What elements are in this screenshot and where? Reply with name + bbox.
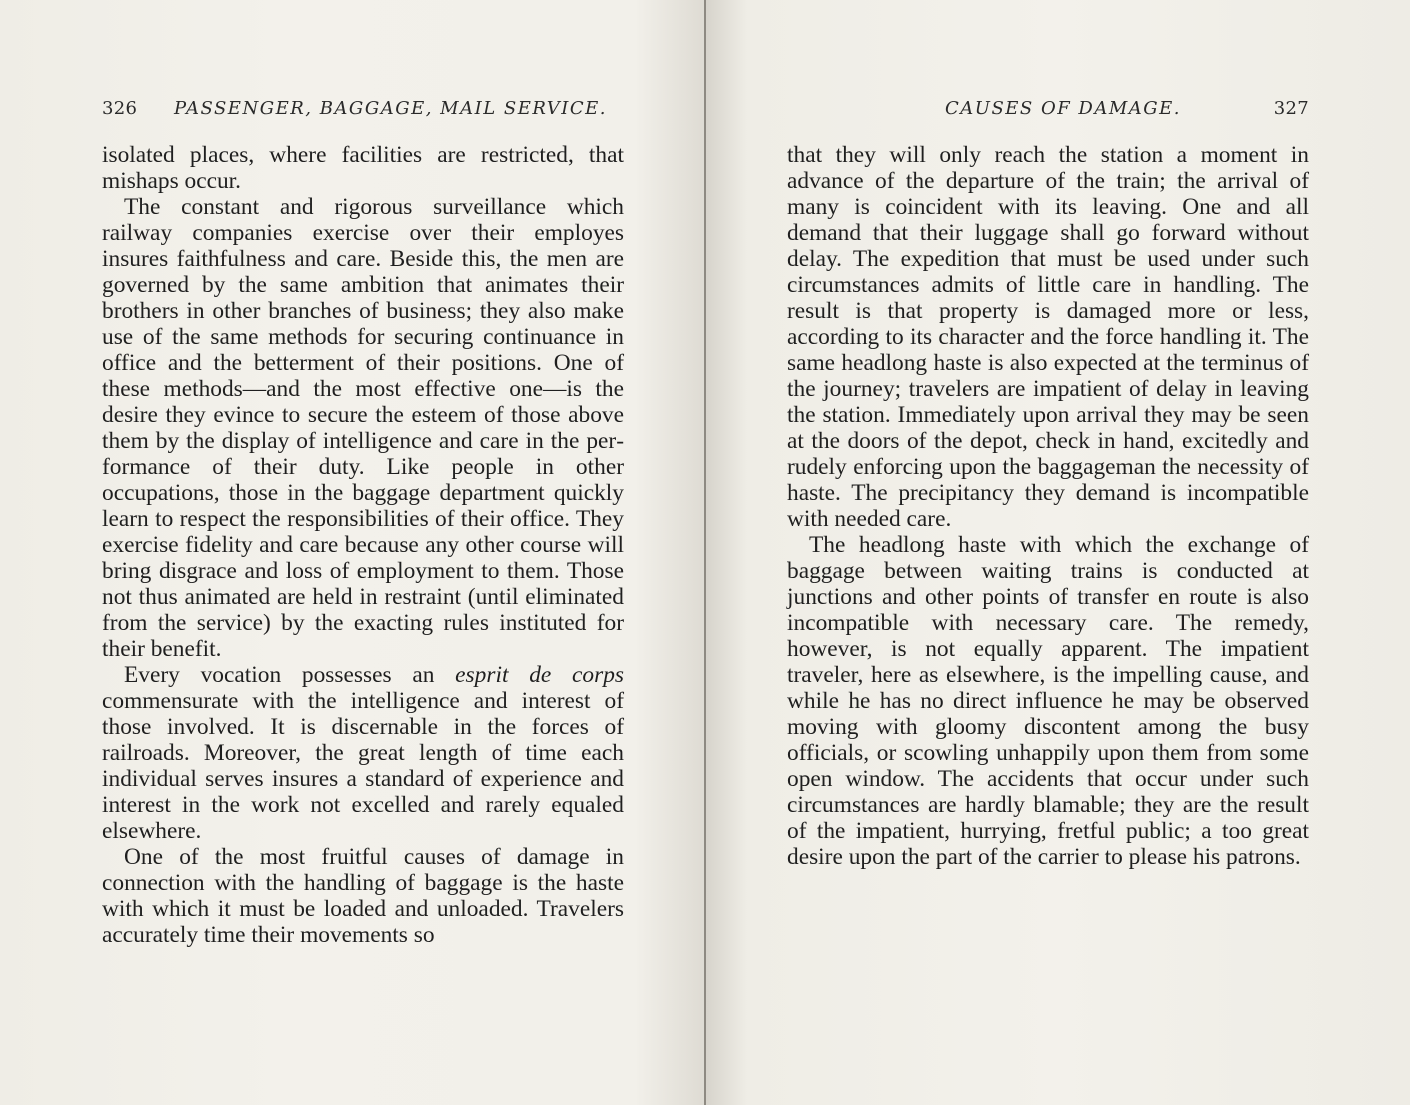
right-running-head	[787, 98, 1309, 124]
left-paragraph-3-end: commensurate with the intelligence and interest of those involved. It is discernable in the forces of railroads. Moreover, the great length of time each individual serves insures a standard of experience and interest in the work not excelled and rarely equaled elsewhere.	[102, 688, 624, 844]
book-gutter	[704, 0, 706, 1105]
left-paragraph-3-italic: esprit de corps	[455, 662, 624, 688]
left-paragraph-2: The constant and rigorous surveillance which railway companies exercise over their employes insures faithfulness and care. Beside this, the men are governed by the same ambition that animates their brothers in other branches of business; they also make use of the same methods for securing continuance in office and the betterment of their positions. One of these methods—and the most effective one—is the desire they evince to secure the esteem of those above them by the display of intelligence and care in the performance of their duty. Like people in other occupations, those in the baggage department quickly learn to respect the responsibilities of their office. They exercise fidelity and care because any other course will bring disgrace and loss of employment to them. Those not thus animated are held in restraint (until eliminated from the service) by the exacting rules instituted for their benefit.	[102, 194, 624, 662]
left-paragraph-1: isolated places, where facilities are restricted, that mishaps occur.	[102, 142, 624, 194]
left-paragraph-3	[102, 662, 624, 844]
left-paragraph-4: One of the most fruitful causes of damage in connection with the handling of baggage is the haste with which it must be loaded and unloaded. Travelers accurately time their movements so	[102, 844, 624, 948]
right-paragraph-1: that they will only reach the station a moment in advance of the departure of the train; the arrival of many is coincident with its leaving. One and all demand that their luggage shall go forward without delay. The expedition that must be used under such circumstances admits of little care in handling. The result is that property is damaged more or less, according to its character and the force handling it. The same headlong haste is also expected at the terminus of the journey; travelers are impatient of delay in leaving the station. Immediately upon arrival they may be seen at the doors of the depot, check in hand, excitedly and rudely enforcing upon the baggageman the necessity of haste. The precipitancy they demand is incompatible with needed care.	[787, 142, 1309, 532]
left-body-text	[102, 142, 624, 948]
page-number-left: 326	[102, 98, 138, 119]
page-number-right: 327	[1273, 98, 1309, 119]
left-running-head-title: PASSENGER, BAGGAGE, MAIL SERVICE.	[174, 98, 607, 119]
left-paragraph-3-start: Every vocation possesses an	[124, 662, 456, 688]
right-page	[705, 0, 1410, 1105]
left-running-head	[102, 98, 632, 124]
right-paragraph-2: The headlong haste with which the exchange of baggage between waiting trains is conducted at junctions and other points of transfer en route is also incompatible with necessary care. The remedy, however, is not equally apparent. The impatient traveler, here as elsewhere, is the impelling cause, and while he has no direct influence he may be observed moving with gloomy discontent among the busy officials, or scowling unhappily upon them from some open window. The accidents that occur under such circumstances are hardly blamable; they are the result of the impatient, hurrying, fretful public; a too great desire upon the part of the carrier to please his patrons.	[787, 532, 1309, 870]
right-body-text	[787, 142, 1309, 870]
right-running-head-title: CAUSES OF DAMAGE.	[945, 98, 1182, 119]
